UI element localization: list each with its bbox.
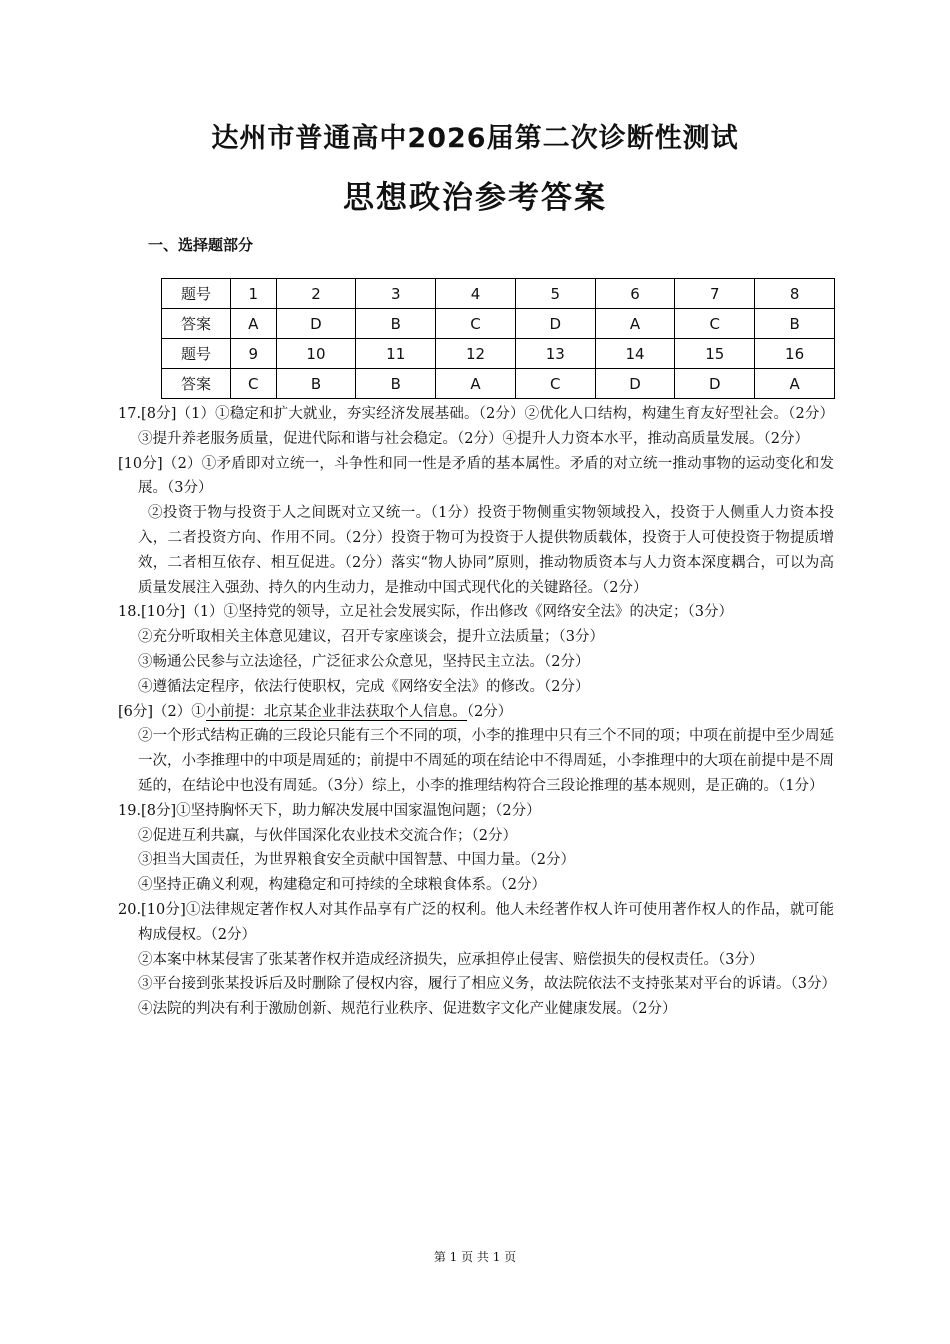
- table-cell: 16: [755, 339, 835, 369]
- q18-part1-point2: ②充分听取相关主体意见建议，召开专家座谈会，提升立法质量；（3分）: [138, 629, 604, 646]
- table-cell: C: [231, 369, 277, 399]
- table-cell: D: [675, 369, 755, 399]
- q19-point2: ②促进互利共赢，与伙伴国深化农业技术交流合作；（2分）: [138, 827, 517, 844]
- table-cell: 9: [231, 339, 277, 369]
- table-row: [162, 309, 835, 339]
- table-cell: 7: [675, 279, 755, 309]
- table-cell: D: [276, 309, 356, 339]
- table-cell: 13: [515, 339, 595, 369]
- table-cell: 11: [356, 339, 436, 369]
- q18-part1-point3: ③畅通公民参与立法途径，广泛征求公众意见，坚持民主立法。（2分）: [138, 653, 590, 670]
- q20-point3: ③平台接到张某投诉后及时删除了侵权内容，履行了相应义务，故法院依法不支持张某对平台的诉请。（3分）: [138, 976, 836, 993]
- q18-part2-point1: [118, 700, 834, 725]
- table-cell: 14: [595, 339, 675, 369]
- page-footer: 第 1 页 共 1 页: [433, 1250, 517, 1264]
- q19-point4: ④坚持正确义利观，构建稳定和可持续的全球粮食体系。（2分）: [138, 877, 546, 894]
- table-cell: 题号: [162, 279, 231, 309]
- table-cell: 3: [356, 279, 436, 309]
- table-row: [162, 369, 835, 399]
- exam-title: 达州市普通高中2026届第二次诊断性测试: [211, 123, 739, 154]
- table-cell: 1: [231, 279, 277, 309]
- q18-part2-score: （2分）: [466, 703, 513, 720]
- table-cell: 4: [436, 279, 516, 309]
- table-row: [162, 339, 835, 369]
- table-cell: A: [436, 369, 516, 399]
- minor-premise-underlined: 小前提：北京某企业非法获取个人信息。: [205, 703, 467, 720]
- q17-part2-point1: [10分]（2）①矛盾即对立统一，斗争性和同一性是矛盾的基本属性。矛盾的对立统一推动事物的运动变化和发展。（3分）: [118, 455, 834, 497]
- table-cell: 6: [595, 279, 675, 309]
- q20-point4: ④法院的判决有利于激励创新、规范行业秩序、促进数字文化产业健康发展。（2分）: [138, 1001, 677, 1018]
- table-cell: 8: [755, 279, 835, 309]
- table-cell: 15: [675, 339, 755, 369]
- q17-part1: 17.[8分]（1）①稳定和扩大就业，夯实经济发展基础。（2分）②优化人口结构，构建生育友好型社会。（2分）③提升养老服务质量，促进代际和谐与社会稳定。（2分）④提升人力资本水平，推动高质量发展。（2分）: [118, 406, 834, 447]
- table-cell: C: [675, 309, 755, 339]
- table-cell: 答案: [162, 369, 231, 399]
- q18-part1-point4: ④遵循法定程序，依法行使职权，完成《网络安全法》的修改。（2分）: [138, 678, 590, 695]
- table-cell: 答案: [162, 309, 231, 339]
- table-cell: A: [595, 309, 675, 339]
- table-cell: B: [356, 309, 436, 339]
- q19-point1: 19.[8分]①坚持胸怀天下，助力解决发展中国家温饱问题；（2分）: [118, 802, 541, 819]
- table-cell: A: [755, 369, 835, 399]
- table-row: [162, 279, 835, 309]
- table-cell: C: [436, 309, 516, 339]
- answers-body: [118, 402, 834, 1022]
- table-cell: 题号: [162, 339, 231, 369]
- table-cell: 5: [515, 279, 595, 309]
- answer-table: [161, 278, 835, 399]
- q18-part2-prefix: [6分]（2）①: [118, 703, 206, 720]
- q17-part2-point2: ②投资于物与投资于人之间既对立又统一。（1分）投资于物侧重实物领域投入，投资于人侧重人力资本投入，二者投资方向、作用不同。（2分）投资于物可为投资于人提供物质载体，投资于人可使投资于物提质增效，二者相互依存、相互促进。（2分）落实“物人协同”原则，推动物质资本与人力资本深度耦合，可以为高质量发展注入强劲、持久的内生动力，是推动中国式现代化的关键路径。（2分）: [138, 505, 834, 596]
- table-cell: 12: [436, 339, 516, 369]
- q19-point3: ③担当大国责任，为世界粮食安全贡献中国智慧、中国力量。（2分）: [138, 852, 575, 869]
- table-cell: 2: [276, 279, 356, 309]
- table-cell: A: [231, 309, 277, 339]
- q18-part2-point2: ②一个形式结构正确的三段论只能有三个不同的项，小李的推理中只有三个不同的项；中项在前提中至少周延一次，小李推理中的中项是周延的；前提中不周延的项在结论中不得周延，小李推理中的大项在前提中是不周延的，在结论中也没有周延。（3分）综上，小李的推理结构符合三段论推理的基本规则，是正确的。（1分）: [138, 728, 834, 794]
- table-cell: D: [595, 369, 675, 399]
- table-cell: B: [276, 369, 356, 399]
- table-cell: C: [515, 369, 595, 399]
- document-subtitle: 思想政治参考答案: [343, 180, 607, 216]
- q18-part1-point1: 18.[10分]（1）①坚持党的领导，立足社会发展实际，作出修改《网络安全法》的决定；（3分）: [118, 604, 734, 621]
- section-heading: 一、选择题部分: [148, 236, 254, 254]
- table-cell: B: [356, 369, 436, 399]
- table-cell: D: [515, 309, 595, 339]
- q20-point2: ②本案中林某侵害了张某著作权并造成经济损失，应承担停止侵害、赔偿损失的侵权责任。（3分）: [138, 951, 764, 968]
- q20-point1: 20.[10分]①法律规定著作权人对其作品享有广泛的权利。他人未经著作权人许可使用著作权人的作品，就可能构成侵权。（2分）: [118, 901, 834, 943]
- table-cell: B: [755, 309, 835, 339]
- table-cell: 10: [276, 339, 356, 369]
